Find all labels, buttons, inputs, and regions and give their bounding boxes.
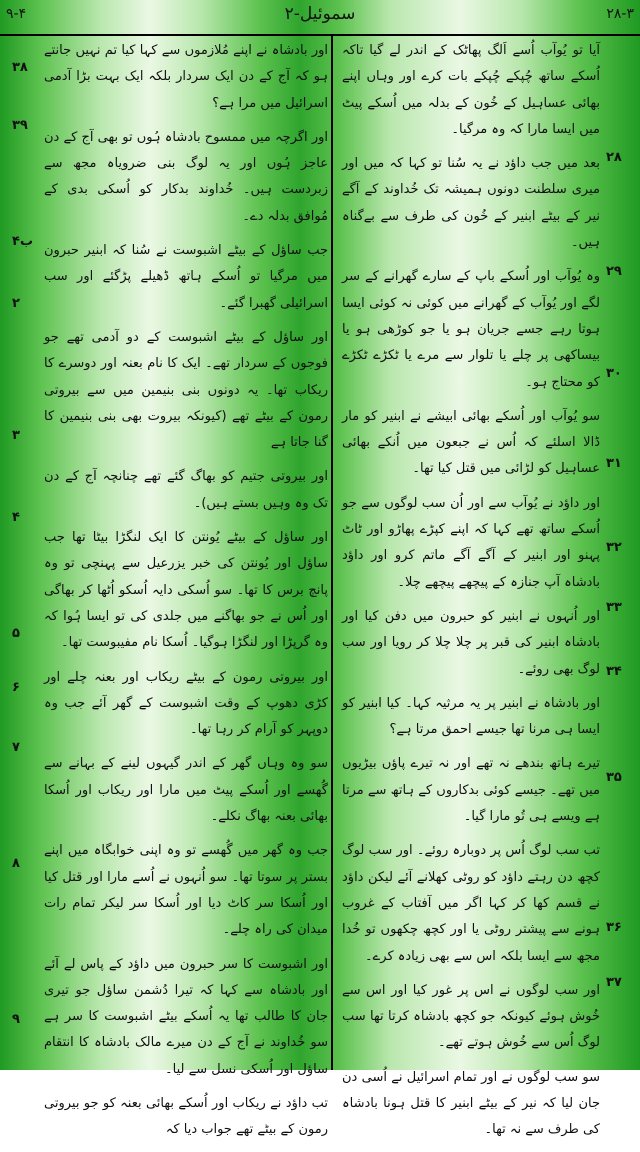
verse-text: اور اشبوست کا سر حبرون میں داؤد کے پاس لے آئے اور بادشاہ سے کہا کہ تیرا دُشمن ساؤل جو تیری جان کا طالب تھا یہ اُسکے بیٹے اشبوست کا سر ہے سو خُداوند نے آج کے دن میرے مالک بادشاہ کا انتقام ساؤل اور اُسکی نسل سے لیا۔ xyxy=(44,956,328,1077)
verse-text: تب داؤد نے ریکاب اور اُسکے بھائی بعنہ کو جو بیروتی رمون کے بیٹے تھے جواب دیا کہ xyxy=(44,1095,328,1138)
verse-text: اور داؤد نے یُوآب سے اور اُن سب لوگوں سے جو اُسکے ساتھ تھے کہا کہ اپنے کپڑے پھاڑو اور ٹاٹ پہنو اور ابنیر کے آگے آگے ماتم کرو اور داؤد بادشاہ آپ جنازہ کے پیچھے پیچھے چلا۔ xyxy=(342,495,600,590)
verse-number: ۳۴ xyxy=(606,664,622,679)
verse-number: ۴ xyxy=(12,510,20,525)
verse-text: تب سب لوگ اُس پر دوبارہ روئے۔ اور سب لوگ کچھ دن رہتے داؤد کو روٹی کھلانے آئے لیکن داؤد نے قسم کھا کر کہا اگر میں آفتاب کے غروب ہونے سے پیشتر روٹی یا اور کچھ چکھوں تو خُدا مجھ سے ایسا بلکہ اس سے بھی زیادہ کرے۔ xyxy=(342,843,600,964)
right-chapter-reference: ۲۸-۳ xyxy=(606,6,634,22)
verse-text: وہ یُوآب اور اُسکے باپ کے سارے گھرانے کے سر لگے اور یُوآب کے گھرانے میں کوئی نہ کوئی ایسا ہوتا رہے جسے جریان ہو یا جو کوڑھی ہو یا بیساکھی پر چلے یا تلوار سے مرے یا ٹکڑے ٹکڑے کو محتاج ہو۔ xyxy=(342,269,600,390)
verse-text: جب وہ گھر میں گُھسے تو وہ اپنی خوابگاہ میں اپنے بستر پر سوتا تھا۔ سو اُنہوں نے اُسے مارا اور قتل کیا اور اُسکا سر کاٹ دیا اور اُسکا سر لیکر تمام رات میدان کی راہ چلے۔ xyxy=(44,843,328,938)
verse-text: سو یُوآب اور اُسکے بھائی ابیشے نے ابنیر کو مار ڈالا اسلئے کہ اُس نے جبعون میں اُنکے بھائی عساہیل کو لڑائی میں قتل کیا تھا۔ xyxy=(342,408,600,477)
verse-number: ۳ xyxy=(12,428,20,443)
verse-number: ۳۵ xyxy=(606,770,622,785)
verse-number: ۳۷ xyxy=(606,975,622,990)
left-chapter-reference: ۹-۴ xyxy=(6,6,27,22)
verse-number: ۳۲ xyxy=(606,540,622,555)
verse-text: اور سب لوگوں نے اس پر غور کیا اور اس سے خُوش ہوئے کیونکہ جو کچھ بادشاہ کرتا تھا سب لوگ اُس سے خُوش ہوتے تھے۔ xyxy=(342,982,600,1051)
verse-text: بعد میں جب داؤد نے یہ سُنا تو کہا کہ میں اور میری سلطنت دونوں ہمیشہ تک خُداوند کے آگے نیر کے بیٹے ابنیر کے خُون کی طرف سے بےگناہ ہیں۔ xyxy=(342,156,600,251)
verse-text: سو سب لوگوں نے اور تمام اسرائیل نے اُسی دن جان لیا کہ نیر کے بیٹے ابنیر کا قتل ہونا بادشاہ کی طرف سے نہ تھا۔ xyxy=(342,1069,600,1138)
verse-text: جب ساؤل کے بیٹے اشبوست نے سُنا کہ ابنیر حبرون میں مرگیا تو اُسکے ہاتھ ڈھیلے پڑگئے اور سب اسرائیلی گھبرا گئے۔ xyxy=(44,243,328,311)
verse-text: اور بادشاہ نے ابنیر پر یہ مرثیہ کہا۔ کیا ابنیر کو ایسا ہی مرنا تھا جیسے احمق مرتا ہے؟ xyxy=(342,695,600,738)
verse-number: ۳۰ xyxy=(606,366,622,381)
verse-number: ۸ xyxy=(12,856,20,871)
verse-number: ۶ xyxy=(12,680,20,695)
verse-text: اور بیروتی جتیم کو بھاگ گئے تھے چنانچہ آج کے دن تک وہ وہیں بستے ہیں)۔ xyxy=(44,469,328,511)
verse-number: ۳۳ xyxy=(606,600,622,615)
verse-text: اور بادشاہ نے اپنے مُلازموں سے کہا کیا تم نہیں جانتے ہو کہ آج کے دن ایک سردار بلکہ ایک بہت بڑا آدمی اسرائیل میں مرا ہے؟ xyxy=(44,43,328,111)
verse-text: اور اُنہوں نے ابنیر کو حبرون میں دفن کیا اور بادشاہ ابنیر کی قبر پر چلا چلا کر رویا اور سب لوگ بھی روئے۔ xyxy=(342,608,600,677)
verse-number: ۳۱ xyxy=(606,456,622,471)
verse-number: ۵ xyxy=(12,626,20,641)
verse-text: آیا تو یُوآب اُسے اَلگ پھاٹک کے اندر لے گیا تاکہ اُسکے ساتھ چُپکے چُپکے بات کرے اور وہاں اپنے بھائی عساہیل کے خُون کے بدلہ میں اُسکے پیٹ میں ایسا مارا کہ وہ مرگیا۔ xyxy=(342,43,600,137)
column-divider xyxy=(331,34,333,1070)
book-title: ۲-سموئیل xyxy=(284,4,356,24)
verse-text: تیرے ہاتھ بندھے نہ تھے اور نہ تیرے پاؤں بیڑیوں میں تھے۔ جیسے کوئی بدکاروں کے ہاتھ سے مرتا ہے ویسے ہی تُو مارا گیا۔ xyxy=(342,756,600,825)
page-header xyxy=(0,0,640,36)
verse-number: ۹ xyxy=(12,1012,20,1027)
verse-number: ۷ xyxy=(12,740,20,755)
verse-text: اور ساؤل کے بیٹے اشبوست کے دو آدمی تھے جو فوجوں کے سردار تھے۔ ایک کا نام بعنہ اور دوسرے کا ریکاب تھا۔ یہ دونوں بنی بنیمین میں سے بیروتی رمون کے بیٹے تھے (کیونکہ بیروت بھی بنی بنیمین کا گنا جاتا ہے xyxy=(44,329,328,451)
verse-text: اور ساؤل کے بیٹے یُونتن کا ایک لنگڑا بیٹا تھا جب ساؤل اور یُونتن کی خبر یزرعیل سے پہنچی تو وہ پانچ برس کا تھا۔ سو اُسکی دایہ اُسکو اُٹھا کر بھاگی اور اُس نے جو بھاگنے میں جلدی کی تو ایسا ہُوا کہ وہ گرپڑا اور لنگڑا ہوگیا۔ اُسکا نام مفیبوست تھا۔ xyxy=(44,530,328,651)
verse-number: ۲ xyxy=(12,296,20,311)
verse-text: اور اگرچہ میں ممسوح بادشاہ ہُوں تو بھی آج کے دن عاجز ہُوں اور یہ لوگ بنی ضرویاہ مجھ سے زبردست ہیں۔ خُداوند بدکار کو اُسکی بدی کے مُوافق بدلہ دے۔ xyxy=(44,129,328,224)
verse-text: سو وہ وہاں گھر کے اندر گیہوں لینے کے بہانے سے گُھسے اور اُسکے پیٹ میں مارا اور ریکاب اور اُسکا بھائی بعنہ بھاگ نکلے۔ xyxy=(44,756,328,825)
verse-number: ۲۸ xyxy=(606,150,622,165)
verse-number: ۳۶ xyxy=(606,920,622,935)
verse-text: اور بیروتی رمون کے بیٹے ریکاب اور بعنہ چلے اور کڑی دھوپ کے وقت اشبوست کے گھر آئے جب وہ دوپہر کو آرام کر رہا تھا۔ xyxy=(44,669,328,738)
verse-number: ۲۹ xyxy=(606,264,622,279)
right-text-column xyxy=(342,38,600,1152)
verse-number: ۳۹ xyxy=(12,118,28,133)
verse-number: ۳۸ xyxy=(12,60,28,75)
left-text-column xyxy=(44,38,328,1152)
verse-number: ب۴ xyxy=(12,234,34,249)
